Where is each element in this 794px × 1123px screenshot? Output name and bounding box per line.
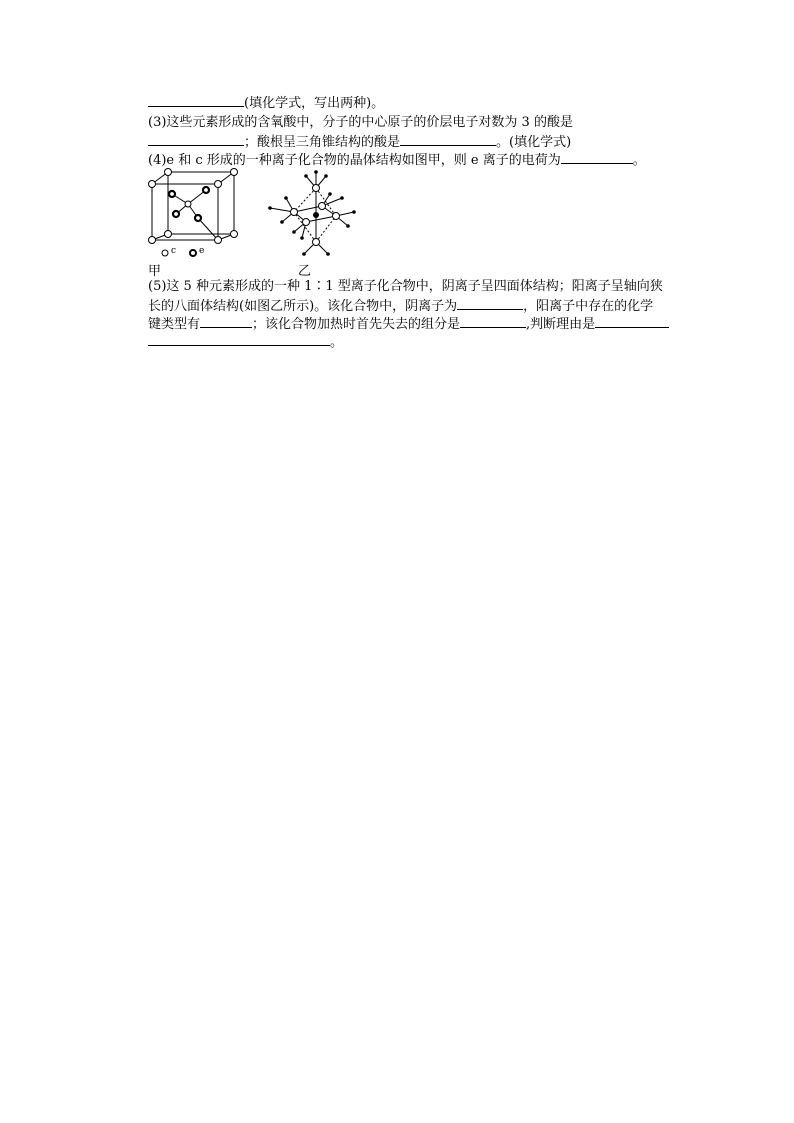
text-line-2	[148, 114, 573, 132]
legend-c-icon	[160, 248, 170, 258]
legend-c-label: c	[171, 246, 177, 256]
answer-blank[interactable]	[148, 93, 244, 107]
text-line-6	[148, 296, 653, 316]
question-3-text: (3)这些元素形成的含氧酸中，分子的中心原子的价层电子对数为 3 的酸是	[148, 115, 573, 130]
line-3-mid: ；酸根呈三角锥结构的酸是	[244, 135, 401, 150]
question-4-text: (4)e 和 c 形成的一种离子化合物的晶体结构如图甲，则 e 离子的电荷为	[148, 153, 561, 168]
answer-blank[interactable]	[460, 314, 526, 328]
line-3-suffix: 。(填化学式)	[496, 135, 572, 150]
octahedral-cation-figure-yi	[264, 168, 364, 264]
line-6-prefix: 长的八面体结构(如图乙所示)。该化合物中，阴离子为	[148, 299, 458, 314]
line-7-prefix: 键类型有	[148, 317, 201, 332]
legend-e-icon	[188, 248, 198, 258]
figure-yi-caption: 乙	[298, 264, 312, 279]
answer-blank[interactable]	[200, 314, 252, 328]
answer-blank[interactable]	[148, 132, 244, 146]
text-line-8	[148, 332, 343, 352]
answer-blank[interactable]	[595, 314, 669, 328]
line-7-mid1: ；该化合物加热时首先失去的组分是	[252, 317, 461, 332]
answer-blank[interactable]	[457, 296, 523, 310]
text-line-7	[148, 314, 669, 334]
line-6-suffix: ，阳离子中存在的化学	[523, 299, 654, 314]
figure-jia-caption: 甲	[148, 264, 162, 279]
answer-blank[interactable]	[400, 132, 496, 146]
line-8-suffix: 。	[330, 335, 344, 350]
text-line-5	[148, 278, 663, 296]
legend-e-label: e	[199, 246, 205, 256]
line-7-mid2: ,判断理由是	[526, 317, 596, 332]
answer-blank[interactable]	[148, 332, 330, 346]
text-line-3	[148, 132, 571, 152]
text-line-1	[148, 93, 384, 113]
question-5-text: (5)这 5 种元素形成的一种 1∶1 型离子化合物中，阴离子呈四面体结构；阳离子呈轴向狭	[148, 279, 663, 294]
line-4-suffix: 。	[632, 153, 646, 168]
line-1-suffix: (填化学式，写出两种)。	[244, 96, 385, 111]
answer-blank[interactable]	[561, 150, 633, 164]
crystal-structure-figure-jia	[144, 166, 244, 258]
